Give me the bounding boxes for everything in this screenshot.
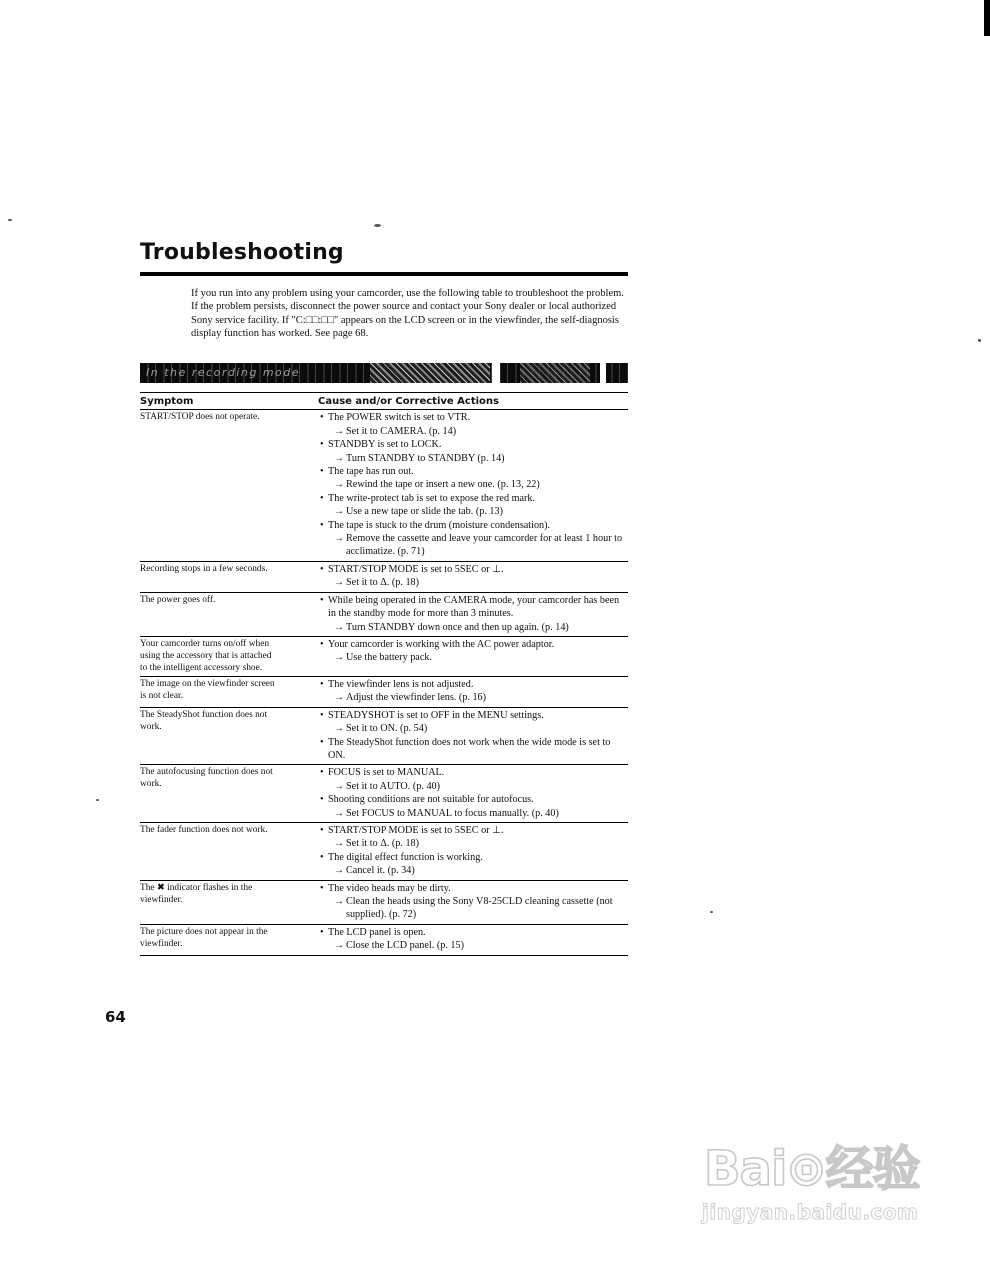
corrective-action: → Set it to ON. (p. 54): [318, 722, 628, 735]
band-noise: [520, 363, 590, 383]
table-row: [140, 924, 628, 955]
cause-item: • START/STOP MODE is set to 5SEC or ⊥.: [318, 563, 628, 576]
table-row: [140, 707, 628, 765]
corrective-action: → Turn STANDBY to STANDBY (p. 14): [318, 452, 628, 465]
symptom-line: The ✖ indicator flashes in the: [140, 882, 253, 893]
table-row: [140, 822, 628, 880]
symptom-cell: [140, 592, 318, 636]
title-rule: [140, 272, 628, 276]
symptom-cell: [140, 880, 318, 924]
corrective-action: → Clean the heads using the Sony V8-25CLD cleaning cassette (not supplied). (p. 72): [318, 895, 628, 922]
section-heading: In the recording mode: [146, 366, 301, 379]
symptom-cell: [140, 924, 318, 955]
symptom-cell: [140, 707, 318, 765]
cause-item: • FOCUS is set to MANUAL.: [318, 766, 628, 779]
cause-item: • The LCD panel is open.: [318, 926, 628, 939]
symptom-line: The power goes off.: [140, 594, 216, 605]
table-row: [140, 676, 628, 707]
corrective-action: → Close the LCD panel. (p. 15): [318, 939, 628, 952]
cause-item: • STANDBY is set to LOCK.: [318, 438, 628, 451]
section-heading-band: [140, 363, 628, 383]
cause-cell: [318, 561, 628, 592]
table-row: [140, 561, 628, 592]
page-title: Troubleshooting: [140, 240, 344, 265]
symptom-line: to the intelligent accessory shoe.: [140, 662, 263, 673]
band-gap: [492, 363, 500, 383]
band-gap: [600, 363, 606, 383]
cause-cell: [318, 707, 628, 765]
symptom-line: work.: [140, 721, 162, 732]
corrective-action: → Set it to Δ. (p. 18): [318, 576, 628, 589]
symptom-line: viewfinder.: [140, 938, 183, 949]
symptom-line: The fader function does not work.: [140, 824, 268, 835]
symptom-line: work.: [140, 779, 162, 790]
scan-speck: [96, 799, 99, 801]
cause-cell: [318, 765, 628, 823]
cause-item: • The digital effect function is working.: [318, 851, 628, 864]
cause-cell: [318, 410, 628, 561]
cause-item: • The tape has run out.: [318, 465, 628, 478]
cause-cell: [318, 924, 628, 955]
watermark-url: jingyan.baidu.com: [702, 1200, 919, 1224]
symptom-line: using the accessory that is attached: [140, 650, 272, 661]
watermark: [700, 1130, 940, 1240]
table-row: [140, 592, 628, 636]
band-noise: [370, 363, 490, 383]
watermark-logo: Bai⊙经验: [704, 1141, 920, 1197]
cause-cell: [318, 636, 628, 676]
cause-cell: [318, 676, 628, 707]
cause-cell: [318, 822, 628, 880]
symptom-cell: [140, 822, 318, 880]
symptom-header: Symptom: [140, 393, 318, 410]
scan-speck: [374, 224, 381, 227]
cause-item: • START/STOP MODE is set to 5SEC or ⊥.: [318, 824, 628, 837]
corrective-action: → Adjust the viewfinder lens. (p. 16): [318, 691, 628, 704]
cause-item: • The POWER switch is set to VTR.: [318, 411, 628, 424]
cause-item: • STEADYSHOT is set to OFF in the MENU settings.: [318, 709, 628, 722]
corrective-action: → Remove the cassette and leave your camcorder for at least 1 hour to acclimatize. (p. 71): [318, 532, 628, 559]
page-edge-mark: [984, 0, 990, 36]
cause-item: • While being operated in the CAMERA mode, your camcorder has been in the standby mode for more than 3 minutes.: [318, 594, 628, 621]
corrective-action: → Cancel it. (p. 34): [318, 864, 628, 877]
symptom-line: Recording stops in a few seconds.: [140, 563, 268, 574]
symptom-line: The image on the viewfinder screen: [140, 678, 275, 689]
symptom-line: The autofocusing function does not: [140, 767, 273, 778]
table-row: [140, 410, 628, 561]
symptom-line: START/STOP does not operate.: [140, 412, 260, 423]
symptom-cell: [140, 765, 318, 823]
table-header-row: [140, 393, 628, 410]
scan-speck: [978, 339, 981, 342]
corrective-action: → Set it to Δ. (p. 18): [318, 837, 628, 850]
corrective-action: → Set it to CAMERA. (p. 14): [318, 425, 628, 438]
cause-item: • The tape is stuck to the drum (moisture condensation).: [318, 519, 628, 532]
cause-item: • The SteadyShot function does not work when the wide mode is set to ON.: [318, 736, 628, 763]
symptom-cell: [140, 561, 318, 592]
table-row: [140, 636, 628, 676]
scan-speck: [710, 911, 713, 913]
cause-item: • Shooting conditions are not suitable for autofocus.: [318, 793, 628, 806]
symptom-cell: [140, 410, 318, 561]
cause-cell: [318, 880, 628, 924]
corrective-action: → Rewind the tape or insert a new one. (p. 13, 22): [318, 478, 628, 491]
table-body: [140, 410, 628, 955]
symptom-line: The picture does not appear in the: [140, 926, 268, 937]
cause-item: • Your camcorder is working with the AC power adaptor.: [318, 638, 628, 651]
symptom-line: Your camcorder turns on/off when: [140, 638, 270, 649]
cause-item: • The video heads may be dirty.: [318, 882, 628, 895]
symptom-line: viewfinder.: [140, 894, 183, 905]
scan-speck: [8, 219, 12, 221]
corrective-action: → Turn STANDBY down once and then up again. (p. 14): [318, 621, 628, 634]
corrective-action: → Set FOCUS to MANUAL to focus manually. (p. 40): [318, 807, 628, 820]
symptom-line: is not clear.: [140, 690, 183, 701]
corrective-action: → Set it to AUTO. (p. 40): [318, 780, 628, 793]
cause-item: • The write-protect tab is set to expose the red mark.: [318, 492, 628, 505]
corrective-action: → Use a new tape or slide the tab. (p. 13): [318, 505, 628, 518]
table-row: [140, 880, 628, 924]
page-number: 64: [105, 1008, 126, 1026]
symptom-cell: [140, 676, 318, 707]
cause-cell: [318, 592, 628, 636]
symptom-line: The SteadyShot function does not: [140, 709, 268, 720]
troubleshooting-table: [140, 392, 628, 956]
cause-item: • The viewfinder lens is not adjusted.: [318, 678, 628, 691]
cause-header: Cause and/or Corrective Actions: [318, 393, 628, 410]
symptom-cell: [140, 636, 318, 676]
table-row: [140, 765, 628, 823]
intro-paragraph: If you run into any problem using your camcorder, use the following table to troubleshoot the problem. If the problem persists, disconnect the power source and contact your Sony dealer or local authorized Sony service facility. If "C:□□:□□" appears on the LCD screen or in the viewfinder, the self-diagnosis display function has worked. See page 68.: [191, 288, 624, 340]
corrective-action: → Use the battery pack.: [318, 651, 628, 664]
